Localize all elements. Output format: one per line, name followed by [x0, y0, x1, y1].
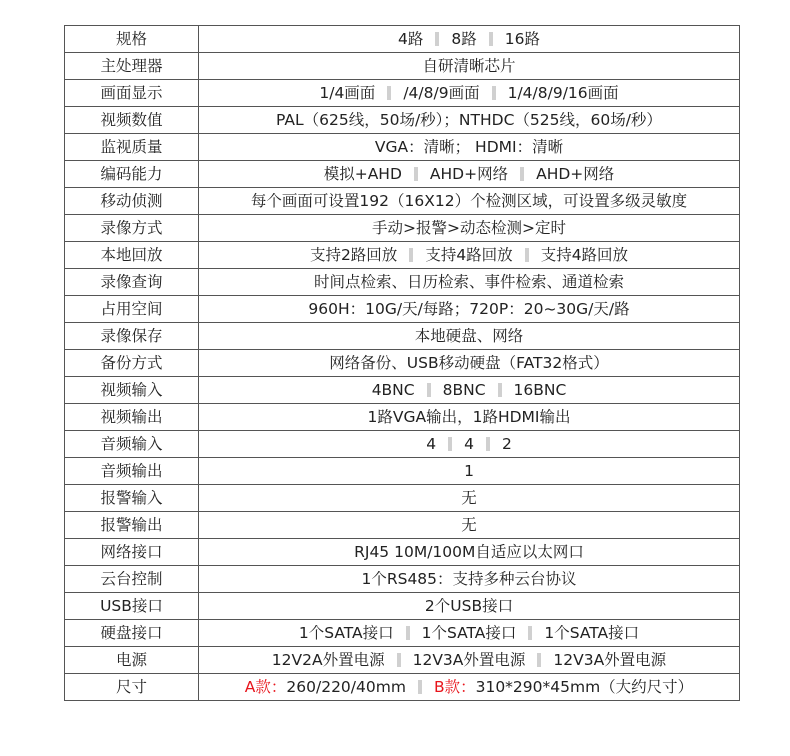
row-value: [199, 269, 740, 296]
value-separator: [525, 248, 529, 262]
table-row: [65, 485, 740, 512]
value-cell-text: 自研清晰芯片: [422, 57, 516, 75]
row-value: [199, 242, 740, 269]
value-cell-text: 1: [464, 462, 474, 480]
row-value: [199, 620, 740, 647]
value-cell-text: 手动>报警>动态检测>定时: [372, 219, 566, 237]
row-label: 音频输出: [65, 458, 199, 485]
value-separator: [492, 86, 496, 100]
row-value: [199, 323, 740, 350]
row-value: [199, 26, 740, 53]
row-label: 视频输出: [65, 404, 199, 431]
value-cell-text: 4BNC: [371, 381, 415, 399]
row-label: 尺寸: [65, 674, 199, 701]
row-label: 录像保存: [65, 323, 199, 350]
value-cell-text: AHD+网络: [429, 165, 509, 183]
row-value: [199, 512, 740, 539]
row-value: [199, 485, 740, 512]
value-cell-text: 2个USB接口: [424, 597, 514, 615]
size-section: [65, 674, 740, 701]
table-row: [65, 323, 740, 350]
row-value: [199, 377, 740, 404]
table-row: [65, 566, 740, 593]
value-cell-text: 网络备份、USB移动硬盘（FAT32格式）: [329, 354, 609, 372]
value-cell-text: 1个RS485：支持多种云台协议: [361, 570, 577, 588]
row-value: [199, 134, 740, 161]
table-row: [65, 188, 740, 215]
value-cell-text: 时间点检索、日历检索、事件检索、通道检索: [313, 273, 624, 291]
table-row: [65, 107, 740, 134]
row-value: [199, 161, 740, 188]
row-value: [199, 674, 740, 701]
value-separator: [528, 626, 532, 640]
row-label: 报警输出: [65, 512, 199, 539]
row-label: 云台控制: [65, 566, 199, 593]
row-value: [199, 107, 740, 134]
table-row-size: [65, 674, 740, 701]
spec-table-body: [65, 26, 740, 674]
value-separator: [537, 653, 541, 667]
value-cell-text: 1/4画面: [319, 84, 376, 102]
row-label: 备份方式: [65, 350, 199, 377]
table-row: [65, 512, 740, 539]
table-row: [65, 593, 740, 620]
value-cell-text: 1/4/8/9/16画面: [507, 84, 619, 102]
value-separator: [489, 32, 493, 46]
value-separator: [520, 167, 524, 181]
value-cell-text: 每个画面可设置192（16X12）个检测区域，可设置多级灵敏度: [250, 192, 688, 210]
row-label: 音频输入: [65, 431, 199, 458]
value-cell-text: 12V2A外置电源: [271, 651, 385, 669]
value-cell-text: 4路: [398, 30, 424, 48]
row-label: 规格: [65, 26, 199, 53]
table-row: [65, 404, 740, 431]
row-value: [199, 296, 740, 323]
value-separator: [486, 437, 490, 451]
model-b-value: 310*290*45mm（大约尺寸）: [475, 678, 694, 696]
value-cell-text: 1路VGA输出，1路HDMI输出: [367, 408, 571, 426]
row-label: 视频输入: [65, 377, 199, 404]
row-value: [199, 539, 740, 566]
row-label: 本地回放: [65, 242, 199, 269]
value-separator: [414, 167, 418, 181]
table-row: [65, 620, 740, 647]
table-row: [65, 539, 740, 566]
value-cell-text: 1个SATA接口: [421, 624, 517, 642]
value-cell-text: 960H：10G/天/每路；720P：20~30G/天/路: [308, 300, 630, 318]
value-cell-text: 1个SATA接口: [298, 624, 394, 642]
table-row: [65, 377, 740, 404]
row-value: [199, 80, 740, 107]
row-label: 移动侦测: [65, 188, 199, 215]
row-label: 画面显示: [65, 80, 199, 107]
table-row: [65, 80, 740, 107]
table-row: [65, 350, 740, 377]
row-value: [199, 593, 740, 620]
row-label: 监视质量: [65, 134, 199, 161]
table-row: [65, 242, 740, 269]
value-cell-text: 16路: [504, 30, 540, 48]
table-row: [65, 431, 740, 458]
table-row: [65, 134, 740, 161]
row-value: [199, 53, 740, 80]
value-cell-text: 1个SATA接口: [544, 624, 640, 642]
row-label: 报警输入: [65, 485, 199, 512]
value-cell-text: VGA：清晰； HDMI：清晰: [374, 138, 564, 156]
table-row: [65, 269, 740, 296]
row-value: [199, 647, 740, 674]
value-separator: [448, 437, 452, 451]
table-row: [65, 26, 740, 53]
value-separator: [427, 383, 431, 397]
row-label: 录像方式: [65, 215, 199, 242]
table-row: [65, 296, 740, 323]
value-separator: [406, 626, 410, 640]
value-separator: [409, 248, 413, 262]
value-cell-text: 本地硬盘、网络: [414, 327, 524, 345]
row-label: 编码能力: [65, 161, 199, 188]
spec-table: [64, 25, 740, 701]
value-cell-text: 2: [501, 435, 512, 453]
table-row: [65, 458, 740, 485]
value-separator: [418, 680, 422, 694]
value-cell-text: 支持4路回放: [425, 246, 513, 264]
value-cell-text: AHD+网络: [536, 165, 615, 183]
table-row: [65, 53, 740, 80]
value-separator: [397, 653, 401, 667]
value-cell-text: /4/8/9画面: [403, 84, 480, 102]
value-cell-text: 12V3A外置电源: [553, 651, 667, 669]
row-value: [199, 404, 740, 431]
value-cell-text: 8路: [451, 30, 477, 48]
value-cell-text: 12V3A外置电源: [412, 651, 526, 669]
row-value: [199, 458, 740, 485]
table-row: [65, 161, 740, 188]
row-value: [199, 188, 740, 215]
row-label: USB接口: [65, 593, 199, 620]
row-label: 电源: [65, 647, 199, 674]
table-row: [65, 215, 740, 242]
value-cell-text: RJ45 10M/100M自适应以太网口: [354, 543, 584, 561]
model-b-label: B款：: [433, 678, 476, 696]
value-separator: [498, 383, 502, 397]
value-separator: [387, 86, 391, 100]
value-cell-text: 模拟+AHD: [323, 165, 402, 183]
value-cell-text: PAL（625线，50场/秒）；NTHDC（525线，60场/秒）: [276, 111, 662, 129]
value-cell-text: 支持2路回放: [309, 246, 398, 264]
model-a-label: A款：: [244, 678, 287, 696]
value-cell-text: 4: [464, 435, 474, 453]
row-label: 主处理器: [65, 53, 199, 80]
value-cell-text: 无: [461, 516, 477, 534]
value-separator: [435, 32, 439, 46]
value-cell-text: 支持4路回放: [540, 246, 629, 264]
value-cell-text: 4: [426, 435, 437, 453]
row-label: 网络接口: [65, 539, 199, 566]
row-label: 录像查询: [65, 269, 199, 296]
value-cell-text: 16BNC: [513, 381, 567, 399]
row-value: [199, 566, 740, 593]
value-cell-text: 无: [461, 489, 477, 507]
model-a-value: 260/220/40mm: [286, 678, 406, 696]
row-value: [199, 215, 740, 242]
value-cell-text: 8BNC: [442, 381, 486, 399]
row-value: [199, 431, 740, 458]
table-row: [65, 647, 740, 674]
row-label: 硬盘接口: [65, 620, 199, 647]
row-label: 视频数值: [65, 107, 199, 134]
row-label: 占用空间: [65, 296, 199, 323]
row-value: [199, 350, 740, 377]
